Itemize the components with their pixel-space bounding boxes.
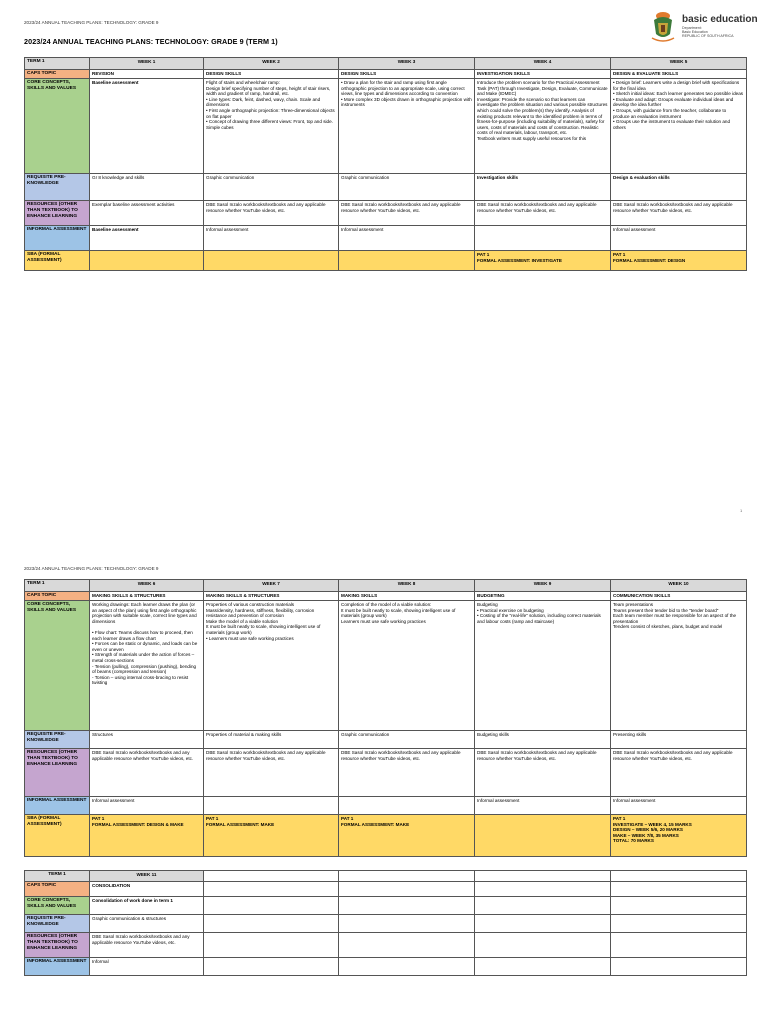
week-header: WEEK 9 (475, 580, 611, 592)
week-header: WEEK 7 (204, 580, 339, 592)
week-header: WEEK 2 (204, 58, 339, 70)
informal-assessment-cell: Informal assessment (90, 797, 204, 815)
logo-subtitle: Department: Basic Education REPUBLIC OF SOUTH AFRICA (682, 26, 734, 38)
informal-assessment-label: INFORMAL ASSESSMENT (25, 226, 90, 251)
core-concepts-cell: Working drawings: Each learner draws the plan (or an aspect of the plan) using first angle orthographic projection with suitable scale, correct line types and dimensions • Flow chart: Teams discuss how to proceed, then each learner draws a flow chart • Forces can be static or dynamic, and loads can be even or uneven • Strength of materials under the action of forces – metal cross-sections - Tension (pulling), compression (pushing), bending of beams (compression and tension) - Torsion – using internal cross-bracing to resist twisting (90, 601, 204, 731)
empty-cell (339, 871, 475, 882)
prerequisite-cell: Properties of material & making skills (204, 731, 339, 749)
logo-title: basic education (682, 14, 758, 25)
term-label: TERM 1 (25, 580, 90, 592)
week-header: WEEK 10 (611, 580, 747, 592)
week-header: WEEK 6 (90, 580, 204, 592)
empty-cell (475, 915, 611, 933)
prerequisite-cell: Budgeting skills (475, 731, 611, 749)
dbe-logo (648, 10, 768, 44)
prerequisite-cell: Investigation skills (475, 174, 611, 201)
empty-cell (204, 933, 339, 958)
sba-label: SBA (FORMAL ASSESSMENT) (25, 815, 90, 857)
empty-cell (204, 897, 339, 915)
sba-label: SBA (FORMAL ASSESSMENT) (25, 251, 90, 271)
resources-cell: Exemplar baseline assessment activities (90, 201, 204, 226)
empty-cell (339, 897, 475, 915)
caps-topic-row (25, 70, 747, 79)
informal-assessment-cell (475, 226, 611, 251)
core-concepts-cell: • Design brief: Learners write a design brief with specifications for the final idea • Sketch initial ideas: Each learner generates two possible ideas • Evaluate and adapt: Groups evaluate individual ideas and develop the idea further • Groups, with guidance from the teacher, collaborate to produce an evaluation instrument • Groups use the instrument to evaluate their solution and others (611, 79, 747, 174)
prerequisite-label: REQUISITE PRE-KNOWLEDGE (25, 731, 90, 749)
resources-cell: DBE Sasol Inzalo workbooks/textbooks and any applicable resource whether YouTube videos, etc. (204, 749, 339, 797)
resources-label: RESOURCES (OTHER THAN TEXTBOOK) TO ENHANCE LEARNING (25, 749, 90, 797)
running-header-page2: 2023/24 ANNUAL TEACHING PLANS: TECHNOLOGY: GRADE 9 (24, 566, 159, 571)
empty-cell (339, 915, 475, 933)
term-label: TERM 1 (25, 58, 90, 70)
core-concepts-cell: Properties of various construction materials Mass/density, hardness, stiffness, flexibility, corrosion resistance and prevention of corrosion Make the model of a viable solution It must be built neatly to scale, showing intelligent use of materials (group work) • Learners must use safe working practices (204, 601, 339, 731)
caps-topic-label: CAPS TOPIC (25, 592, 90, 601)
resources-cell: DBE Sasol Inzalo workbooks/textbooks and any applicable resource whether YouTube videos, etc. (204, 201, 339, 226)
informal-assessment-cell (204, 797, 339, 815)
sba-cell (475, 815, 611, 857)
sba-cell: PAT 1 INVESTIGATE – WEEK 4, 15 MARKS DESIGN – WEEK 5/6, 20 MARKS MAKE – WEEK 7/8, 35 MARKS TOTAL: 70 MARKS (611, 815, 747, 857)
informal-assessment-cell: Informal assessment (611, 226, 747, 251)
informal-assessment-cell (339, 797, 475, 815)
core-concepts-cell: Introduce the problem scenario for the Practical Assessment Task (PAT) through Investigate, Design, Evaluate, Communicate and Make (IDMEC) Investigate: Provide the scenario so that learners can investigate the problem situation and various possible structures which could solve the problem(s) they identify. Analysis of existing products relevant to the identified problem in terms of fitness-for-purpose (including suitability of materials), safety for users, costs of materials and costs of construction. Realistic costs of real materials, labour, transport, etc. Textbook writers must supply useful resources for this (475, 79, 611, 174)
caps-topic-cell: COMMUNICATION SKILLS (611, 592, 747, 601)
resources-cell: DBE Sasol Inzalo workbooks/textbooks and any applicable resource whether YouTube videos, etc. (339, 749, 475, 797)
core-concepts-cell: • Draw a plan for the stair and ramp using first angle orthographic projection to an appropriate scale, using correct views, line types and dimensions according to convention • More complex 3D objects drawn in orthographic projection with instruments (339, 79, 475, 174)
sba-cell: PAT 1 FORMAL ASSESSMENT: DESIGN (611, 251, 747, 271)
caps-topic-cell: REVISION (90, 70, 204, 79)
empty-cell (204, 871, 339, 882)
caps-topic-cell: BUDGETING (475, 592, 611, 601)
prerequisite-cell: Graphic communication & structures (90, 915, 204, 933)
informal-assessment-cell: Baseline assessment (90, 226, 204, 251)
prerequisite-cell: Graphic communication (339, 731, 475, 749)
empty-cell (611, 958, 747, 976)
week-header: WEEK 5 (611, 58, 747, 70)
page-number: 1 (740, 508, 743, 513)
prerequisite-cell: Presenting skills (611, 731, 747, 749)
prerequisite-cell: Gr 8 knowledge and skills (90, 174, 204, 201)
empty-cell (339, 958, 475, 976)
caps-topic-cell: INVESTIGATION SKILLS (475, 70, 611, 79)
resources-row (25, 201, 747, 226)
resources-cell: DBE Sasol Inzalo workbooks/textbooks and any applicable resource whether YouTube videos, etc. (339, 201, 475, 226)
informal-assessment-cell: Informal assessment (475, 797, 611, 815)
empty-cell (339, 933, 475, 958)
empty-cell (611, 915, 747, 933)
core-concepts-cell: Baseline assessment (90, 79, 204, 174)
sba-cell (204, 251, 339, 271)
sba-row (25, 251, 747, 271)
prerequisite-label: REQUISITE PRE-KNOWLEDGE (25, 915, 90, 933)
sba-cell: PAT 1 FORMAL ASSESSMENT: MAKE (204, 815, 339, 857)
core-concepts-cell: Completion of the model of a viable solution: It must be built neatly to scale, showing intelligent use of materials (group work) Learners must use safe working practices (339, 601, 475, 731)
empty-cell (204, 882, 339, 897)
core-concepts-cell: Team presentations Teams present their tender bid to the "tender board" Each team member must be responsible for an aspect of the presentation Tenders consist of sketches, plans, budget and model (611, 601, 747, 731)
core-concepts-cell: Budgeting • Practical exercise on budgeting • Costing of the "real-life" solution, including correct materials and labour costs (ramp and staircase) (475, 601, 611, 731)
term1-week11-table (24, 870, 747, 976)
prerequisite-cell: Graphic communication (204, 174, 339, 201)
core-concepts-label: CORE CONCEPTS, SKILLS AND VALUES (25, 897, 90, 915)
page-title: 2023/24 ANNUAL TEACHING PLANS: TECHNOLOGY: GRADE 9 (TERM 1) (24, 37, 278, 46)
resources-cell: DBE Sasol Inzalo workbooks/textbooks and any applicable resource whether YouTube videos, etc. (475, 749, 611, 797)
prerequisite-cell: Design & evaluation skills (611, 174, 747, 201)
sba-cell: PAT 1 FORMAL ASSESSMENT: DESIGN & MAKE (90, 815, 204, 857)
week-header: WEEK 3 (339, 58, 475, 70)
caps-topic-cell: DESIGN SKILLS (339, 70, 475, 79)
core-concepts-label: CORE CONCEPTS, SKILLS AND VALUES (25, 601, 90, 731)
caps-topic-cell: MAKING SKILLS & STRUCTURES (90, 592, 204, 601)
informal-assessment-cell: Informal (90, 958, 204, 976)
prerequisite-cell: Structures (90, 731, 204, 749)
empty-cell (339, 882, 475, 897)
caps-topic-cell: DESIGN SKILLS (204, 70, 339, 79)
term1-weeks6-10-table (24, 579, 747, 857)
week-header: WEEK 4 (475, 58, 611, 70)
week-header: WEEK 1 (90, 58, 204, 70)
core-concepts-cell: Consolidation of work done in term 1 (90, 897, 204, 915)
core-concepts-row (25, 79, 747, 174)
resources-cell: DBE Sasol Inzalo workbooks/textbooks and any applicable resource whether YouTube videos, etc. (475, 201, 611, 226)
term1-weeks1-5-table (24, 57, 747, 271)
empty-cell (611, 897, 747, 915)
informal-assessment-cell: Informal assessment (204, 226, 339, 251)
empty-cell (204, 958, 339, 976)
caps-topic-label: CAPS TOPIC (25, 882, 90, 897)
informal-assessment-cell: Informal assessment (339, 226, 475, 251)
caps-topic-cell: DESIGN & EVALUATE SKILLS (611, 70, 747, 79)
term-label: TERM 1 (25, 871, 90, 882)
core-concepts-cell: Flight of stairs and wheelchair ramp: Design brief specifying number of steps, height of stair risers, width and gradient of ramp, handrail, etc. • Line types: Dark, feint, dashed, wavy, chain. Scale and dimensions • First angle orthographic projection: Three-dimensional objects on flat paper • Concept of drawing three different views: Front, top and side. Simple cubes (204, 79, 339, 174)
prerequisite-cell: Graphic communication (339, 174, 475, 201)
informal-assessment-cell: Informal assessment (611, 797, 747, 815)
week-header: WEEK 8 (339, 580, 475, 592)
resources-cell: DBE Sasol Inzalo workbooks/textbooks and any applicable resource whether YouTube videos, etc. (611, 201, 747, 226)
caps-topic-label: CAPS TOPIC (25, 70, 90, 79)
prerequisite-row (25, 174, 747, 201)
week-header: WEEK 11 (90, 871, 204, 882)
resources-label: RESOURCES (OTHER THAN TEXTBOOK) TO ENHANCE LEARNING (25, 201, 90, 226)
empty-cell (475, 897, 611, 915)
empty-cell (611, 871, 747, 882)
empty-cell (475, 871, 611, 882)
coat-of-arms-icon (648, 10, 678, 44)
caps-topic-cell: MAKING SKILLS (339, 592, 475, 601)
running-header: 2023/24 ANNUAL TEACHING PLANS: TECHNOLOGY: GRADE 9 (24, 20, 159, 25)
caps-topic-cell: MAKING SKILLS & STRUCTURES (204, 592, 339, 601)
prerequisite-label: REQUISITE PRE-KNOWLEDGE (25, 174, 90, 201)
informal-assessment-label: INFORMAL ASSESSMENT (25, 958, 90, 976)
informal-assessment-row (25, 226, 747, 251)
resources-cell: DBE Sasol Inzalo workbooks/textbooks and any applicable resource YouTube videos, etc. (90, 933, 204, 958)
sba-cell (90, 251, 204, 271)
caps-topic-cell: CONSOLIDATION (90, 882, 204, 897)
sba-cell (339, 251, 475, 271)
empty-cell (611, 882, 747, 897)
empty-cell (204, 915, 339, 933)
empty-cell (611, 933, 747, 958)
empty-cell (475, 882, 611, 897)
core-concepts-label: CORE CONCEPTS, SKILLS AND VALUES (25, 79, 90, 174)
resources-cell: DBE Sasol Inzalo workbooks/textbooks and any applicable resource whether YouTube videos, etc. (611, 749, 747, 797)
term-row (25, 58, 747, 70)
sba-cell: PAT 1 FORMAL ASSESSMENT: MAKE (339, 815, 475, 857)
empty-cell (475, 958, 611, 976)
resources-label: RESOURCES (OTHER THAN TEXTBOOK) TO ENHANCE LEARNING (25, 933, 90, 958)
sba-cell: PAT 1 FORMAL ASSESSMENT: INVESTIGATE (475, 251, 611, 271)
informal-assessment-label: INFORMAL ASSESSMENT (25, 797, 90, 815)
resources-cell: DBE Sasol Inzalo workbooks/textbooks and any applicable resource whether YouTube videos, etc. (90, 749, 204, 797)
empty-cell (475, 933, 611, 958)
